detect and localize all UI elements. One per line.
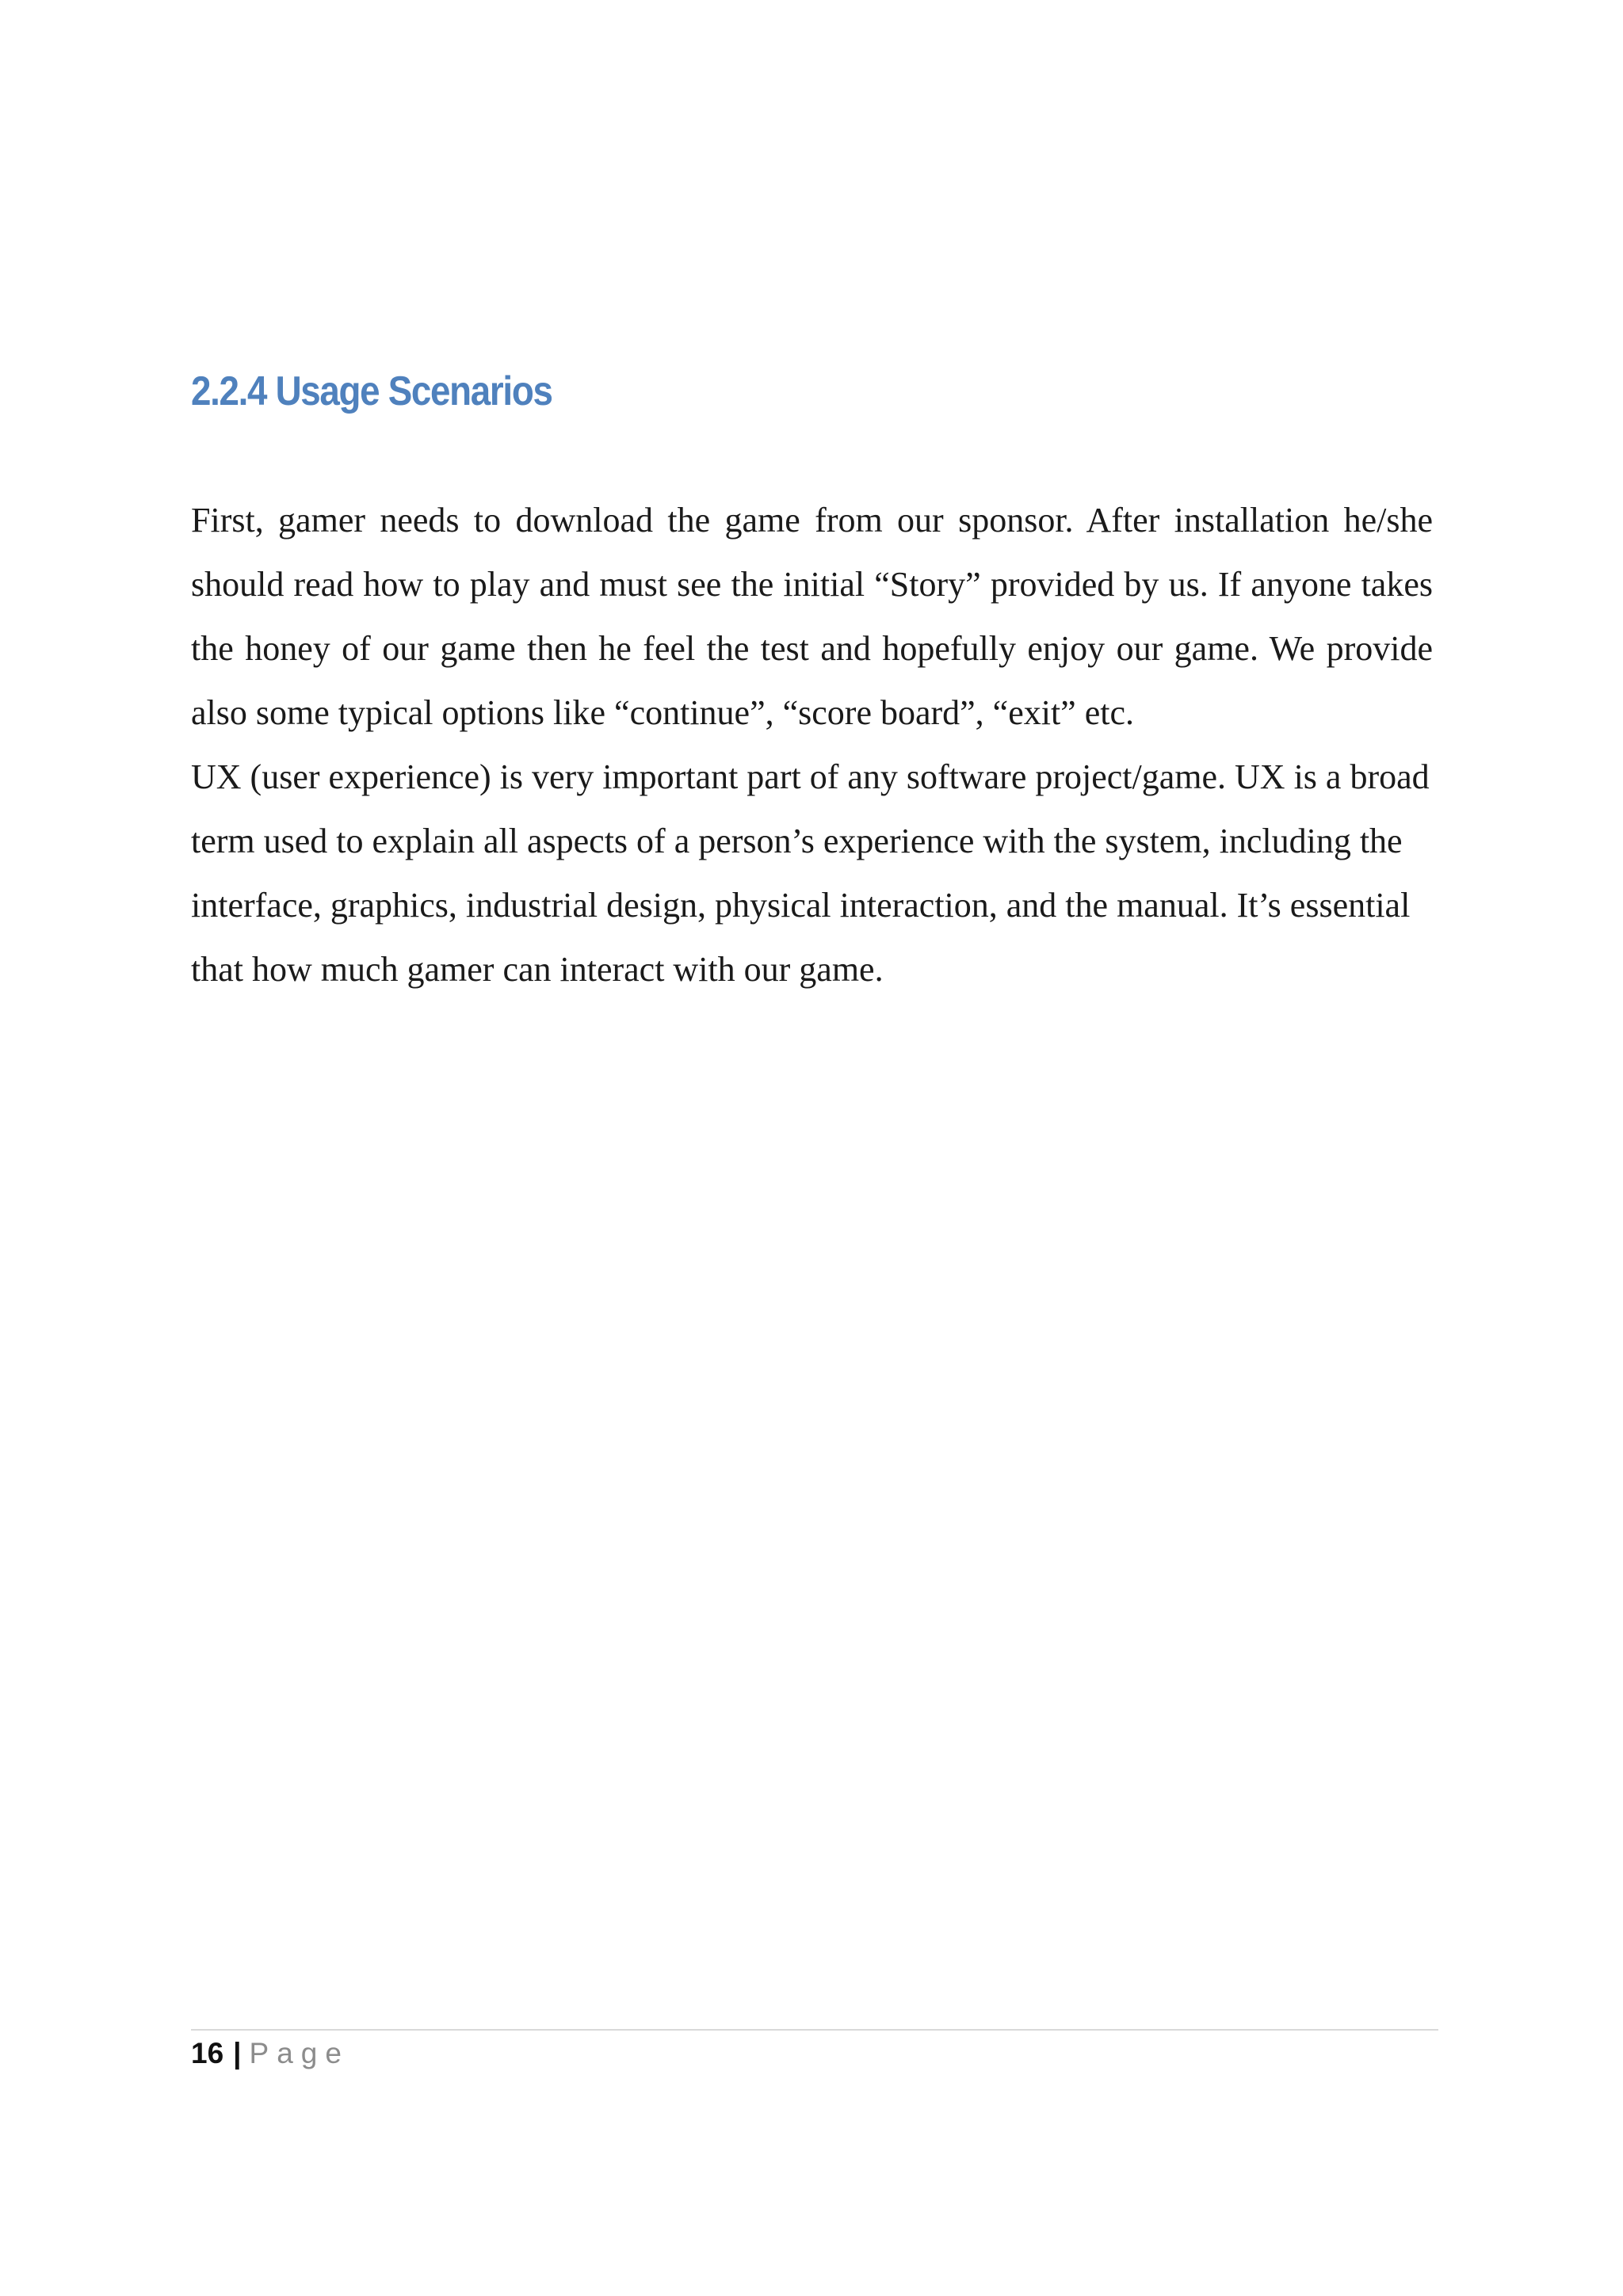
page-footer bbox=[191, 2036, 349, 2071]
page-number-separator: | bbox=[233, 2037, 242, 2069]
section-body bbox=[191, 488, 1433, 1001]
page-number: 16 bbox=[191, 2037, 224, 2069]
paragraph-usage-scenario: First, gamer needs to download the game from our sponsor. After installation he/she should read how to play and must see the initial “Story” provided by us. If anyone takes the honey of our game then he feel the test and hopefully enjoy our game. We provide also some typical options like “continue”, “score board”, “exit” etc. bbox=[191, 501, 1433, 732]
page-label: Page bbox=[249, 2037, 349, 2069]
section-heading: 2.2.4 Usage Scenarios bbox=[191, 368, 552, 414]
footer-divider bbox=[191, 2029, 1438, 2031]
paragraph-user-experience: UX (user experience) is very important part of any software project/game. UX is a broad term used to explain all aspects of a person’s experience with the system, including the interface, graphics, industrial design, physical interaction, and the manual. It’s essential that how much gamer can interact with our game. bbox=[191, 757, 1430, 989]
